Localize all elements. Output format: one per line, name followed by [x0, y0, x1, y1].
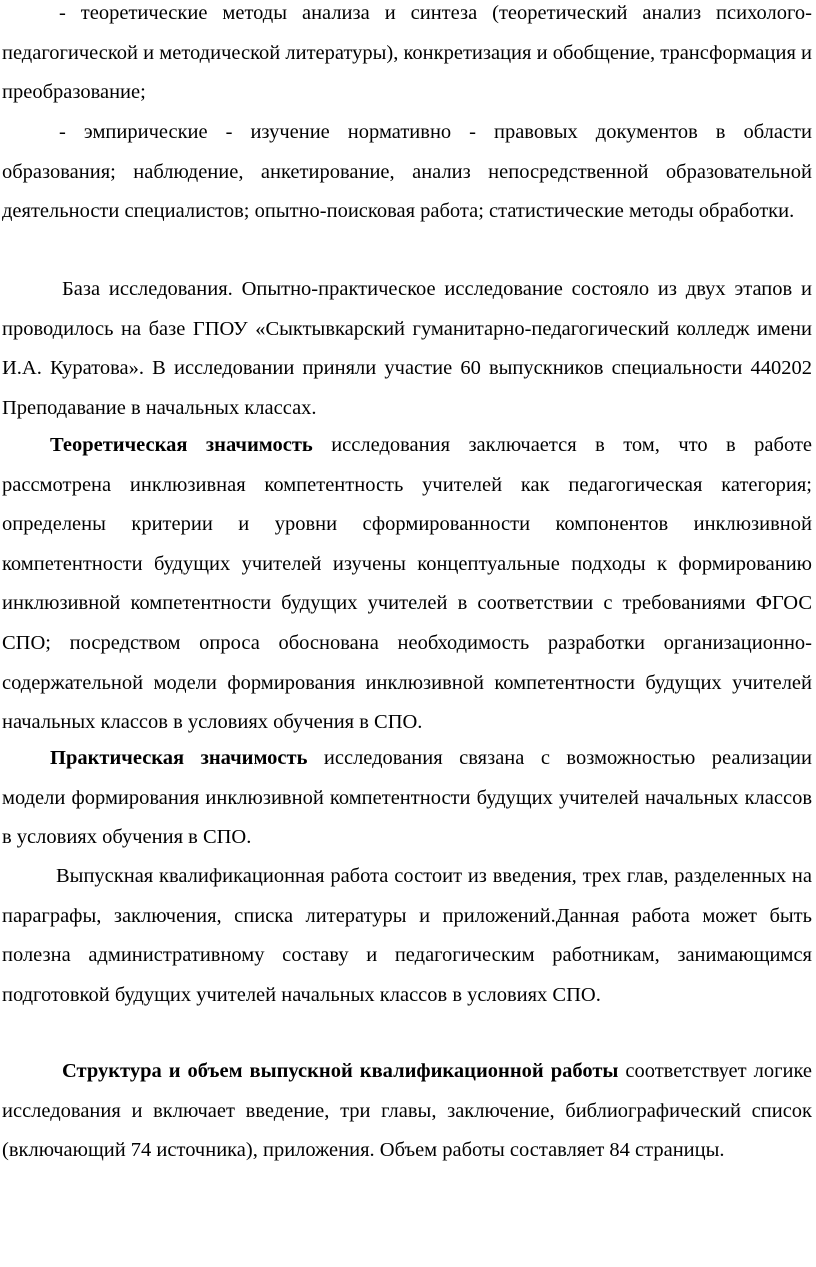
paragraph-text: исследования заключается в том, что в работе рассмотрена инклюзивная компетентность учителей как педагогическая категория; определены критерии и уровни сформированности компонентов инклюзивной компетентности будущих учителей изучены концептуальные подходы к формированию инклюзивной компетентности будущих учителей в соответствии с требованиями ФГОС СПО; посредством опроса обоснована необходимость разработки организационно-содержательной модели формирования инклюзивной компетентности будущих учителей начальных классов в условиях обучения в СПО.	[2, 434, 812, 734]
paragraph-text: - эмпирические - изучение нормативно - правовых документов в области образования; наблюдение, анкетирование, анализ непосредственной образовательной деятельности специалистов; опытно-поисковая работа; статистические методы обработки.	[2, 121, 812, 223]
theoretical-significance-paragraph	[2, 426, 812, 743]
paragraph-text: соответствует логике исследования и включает введение, три главы, заключение, библиографический список (включающий 74 источника), приложения. Объем работы составляет 84 страницы.	[2, 1060, 812, 1162]
thesis-composition-paragraph	[2, 857, 812, 1015]
paragraph-text: - теоретические методы анализа и синтеза (теоретический анализ психолого-педагогической и методической литературы), конкретизация и обобщение, трансформация и преобразование;	[2, 2, 812, 104]
paragraph-heading: Теоретическая значимость	[50, 434, 313, 456]
structure-volume-paragraph	[2, 1052, 812, 1171]
paragraph-text: База исследования. Опытно-практическое исследование состояло из двух этапов и проводилось на базе ГПОУ «Сыктывкарский гуманитарно-педагогический колледж имени И.А. Куратова». В исследовании приняли участие 60 выпускников специальности 440202 Преподавание в начальных классах.	[2, 278, 812, 419]
methods-theoretical-paragraph	[2, 0, 812, 113]
practical-significance-paragraph	[2, 739, 812, 858]
research-base-paragraph	[2, 270, 812, 428]
paragraph-heading: Практическая значимость	[50, 747, 308, 769]
methods-empirical-paragraph	[2, 113, 812, 232]
paragraph-heading: Структура и объем выпускной квалификационной работы	[62, 1060, 619, 1082]
paragraph-text: Выпускная квалификационная работа состоит из введения, трех глав, разделенных на параграфы, заключения, списка литературы и приложений.Данная работа может быть полезна административному составу и педагогическим работникам, занимающимся подготовкой будущих учителей начальных классов в условиях СПО.	[2, 865, 812, 1006]
paragraph-text: исследования связана с возможностью реализации модели формирования инклюзивной компетентности будущих учителей начальных классов в условиях обучения в СПО.	[2, 747, 812, 849]
